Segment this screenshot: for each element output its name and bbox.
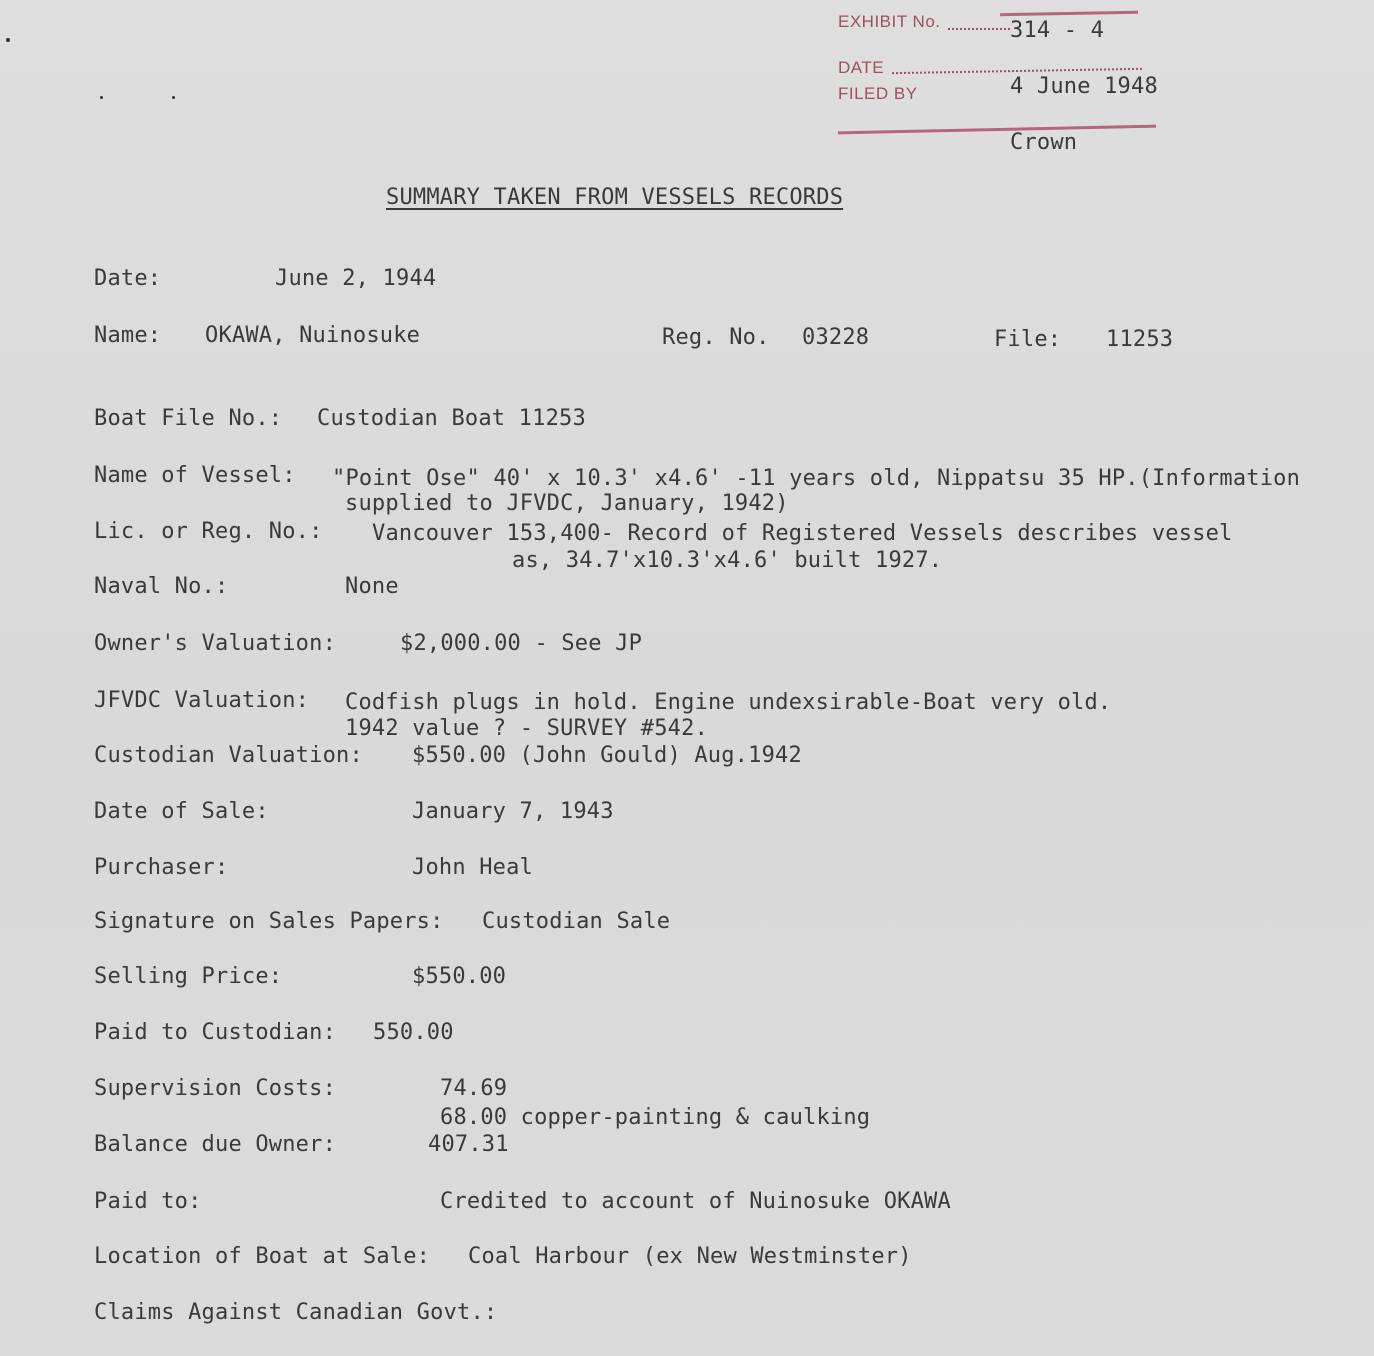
naval-label: Naval No.:: [94, 574, 229, 599]
location-value: Coal Harbour (ex New Westminster): [468, 1244, 912, 1269]
ink-speck: [172, 96, 175, 99]
exhibit-number: 314 - 4: [1010, 18, 1105, 43]
reg-value: 03228: [802, 325, 870, 350]
naval-value: None: [345, 574, 399, 599]
reg-label: Reg. No.: [662, 325, 770, 350]
lic-line1: Vancouver 153,400- Record of Registered Vessels describes vessel: [372, 521, 1233, 546]
purchaser-label: Purchaser:: [94, 855, 229, 880]
sale-date-label: Date of Sale:: [94, 799, 269, 824]
claims-label: Claims Against Canadian Govt.:: [94, 1300, 498, 1325]
custodian-valuation-label: Custodian Valuation:: [94, 743, 363, 768]
date-value: June 2, 1944: [275, 266, 437, 291]
file-label: File:: [994, 327, 1062, 352]
stamp-date-value: 4 June 1948: [1010, 74, 1158, 99]
ink-speck: [6, 38, 10, 42]
lic-line2: as, 34.7'x10.3'x4.6' built 1927.: [512, 548, 943, 573]
paid-to-value: Credited to account of Nuinosuke OKAWA: [440, 1189, 951, 1214]
jfvdc-valuation-label: JFVDC Valuation:: [94, 688, 310, 713]
filed-by-value: Crown: [1010, 130, 1078, 155]
supervision-costs-label: Supervision Costs:: [94, 1076, 337, 1101]
name-value: OKAWA, Nuinosuke: [205, 323, 421, 348]
name-label: Name:: [94, 323, 162, 348]
paid-custodian-label: Paid to Custodian:: [94, 1020, 337, 1045]
boat-file-label: Boat File No.:: [94, 406, 283, 431]
date-label: Date:: [94, 266, 162, 291]
balance-label: Balance due Owner:: [94, 1132, 337, 1157]
signature-label: Signature on Sales Papers:: [94, 909, 444, 934]
owner-valuation-label: Owner's Valuation:: [94, 631, 337, 656]
purchaser-value: John Heal: [412, 855, 534, 880]
lic-label: Lic. or Reg. No.:: [94, 519, 323, 544]
vessel-line1: "Point Ose" 40' x 10.3' x4.6' -11 years old, Nippatsu 35 HP.(Information: [332, 466, 1301, 491]
owner-valuation-value: $2,000.00 - See JP: [400, 631, 643, 656]
vessel-line2: supplied to JFVDC, January, 1942): [345, 491, 789, 516]
date-label: DATE: [838, 58, 885, 77]
file-value: 11253: [1106, 327, 1174, 352]
jfvdc-line2: 1942 value ? - SURVEY #542.: [345, 716, 709, 741]
vessel-label: Name of Vessel:: [94, 463, 296, 488]
ink-speck: [100, 96, 103, 99]
paid-to-label: Paid to:: [94, 1189, 202, 1214]
selling-price-value: $550.00: [412, 964, 507, 989]
signature-value: Custodian Sale: [482, 909, 671, 934]
painting-cost-value: 68.00 copper-painting & caulking: [440, 1105, 871, 1130]
custodian-valuation-value: $550.00 (John Gould) Aug.1942: [412, 743, 802, 768]
sale-date-value: January 7, 1943: [412, 799, 614, 824]
jfvdc-line1: Codfish plugs in hold. Engine undexsirable-Boat very old.: [345, 690, 1112, 715]
supervision-costs-value: 74.69: [440, 1076, 508, 1101]
location-label: Location of Boat at Sale:: [94, 1244, 431, 1269]
boat-file-value: Custodian Boat 11253: [317, 406, 586, 431]
document-title: SUMMARY TAKEN FROM VESSELS RECORDS: [386, 185, 844, 210]
balance-value: 407.31: [428, 1132, 509, 1157]
filed-by-label: FILED BY: [838, 84, 918, 103]
selling-price-label: Selling Price:: [94, 964, 283, 989]
paid-custodian-value: 550.00: [373, 1020, 454, 1045]
exhibit-label: EXHIBIT No.: [838, 12, 941, 31]
